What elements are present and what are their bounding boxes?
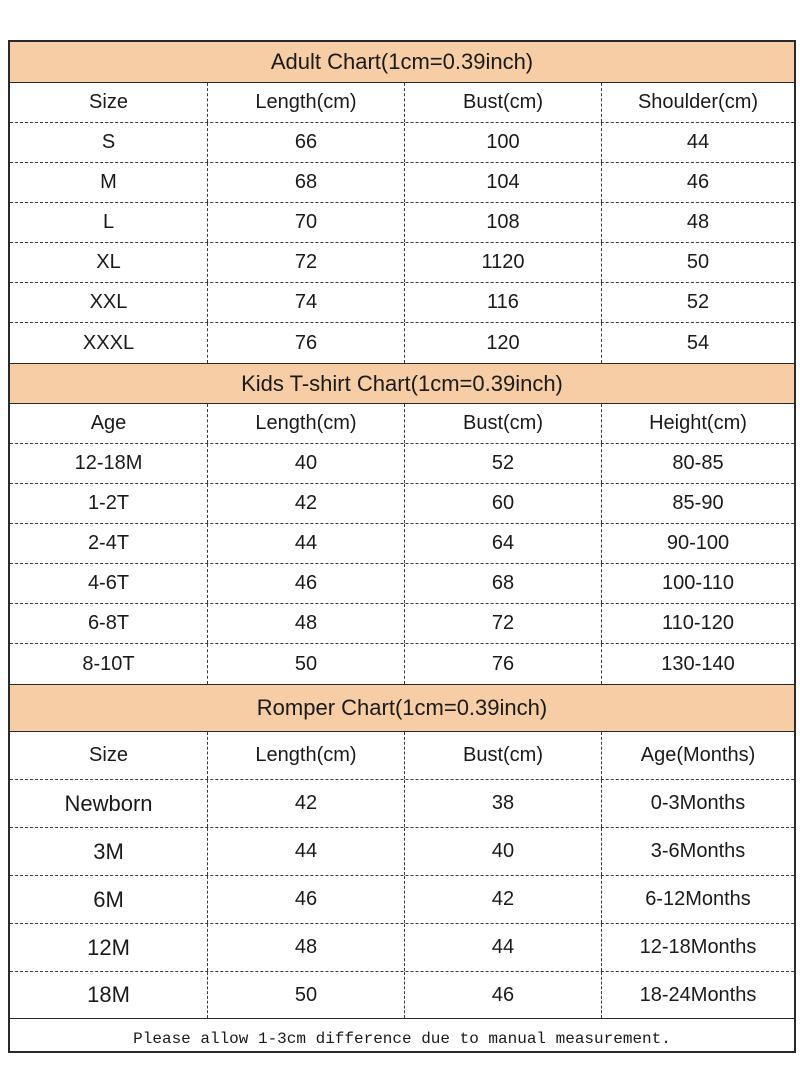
table-cell: 44	[208, 524, 405, 563]
table-row	[10, 123, 794, 163]
table-cell: 68	[405, 564, 602, 603]
table-cell: 100-110	[662, 572, 734, 594]
table-cell: 40	[405, 828, 602, 875]
table-cell: 72	[405, 604, 602, 643]
kids-header-bust: Bust(cm)	[405, 404, 602, 443]
table-cell: 42	[208, 484, 405, 523]
table-cell: 76	[208, 323, 405, 363]
table-cell: 50	[208, 644, 405, 684]
table-cell: 2-4T	[10, 524, 208, 563]
table-cell: 44	[208, 828, 405, 875]
table-cell: 48	[208, 604, 405, 643]
table-cell: 1120	[405, 243, 602, 282]
table-cell: 3M	[10, 828, 208, 875]
kids-chart-section	[10, 363, 794, 684]
table-row	[10, 972, 794, 1018]
adult-chart-section	[10, 42, 794, 363]
table-cell: 18-24Months	[639, 983, 757, 1006]
adult-chart-title: Adult Chart(1cm=0.39inch)	[10, 42, 794, 83]
table-cell: 108	[405, 203, 602, 242]
table-cell: 72	[208, 243, 405, 282]
table-row	[10, 828, 794, 876]
table-cell: M	[10, 163, 208, 202]
table-row	[10, 564, 794, 604]
table-row	[10, 163, 794, 203]
table-cell: 50	[686, 251, 710, 273]
table-cell: 0-3Months	[650, 792, 746, 814]
table-cell: 66	[208, 123, 405, 162]
table-row	[10, 484, 794, 524]
table-cell: 46	[686, 171, 710, 193]
table-row	[10, 203, 794, 243]
table-cell: 1-2T	[10, 484, 208, 523]
table-cell: 12-18M	[10, 444, 208, 483]
table-cell: 54	[686, 331, 710, 354]
table-cell: 90-100	[666, 532, 730, 554]
table-cell: 48	[686, 211, 710, 233]
table-cell: 46	[405, 972, 602, 1018]
table-cell: 12M	[10, 924, 208, 971]
adult-header-length: Length(cm)	[208, 83, 405, 122]
table-cell: 100	[405, 123, 602, 162]
adult-header-bust: Bust(cm)	[405, 83, 602, 122]
table-cell: 12-18Months	[639, 936, 757, 958]
table-cell: 4-6T	[10, 564, 208, 603]
table-cell: 8-10T	[10, 644, 208, 684]
size-chart-sheet	[8, 40, 796, 1053]
measurement-note: Please allow 1-3cm difference due to manual measurement.	[10, 1018, 794, 1053]
table-cell: 50	[208, 972, 405, 1018]
kids-header-row	[10, 404, 794, 444]
adult-header-size: Size	[10, 83, 208, 122]
table-cell: 6-8T	[10, 604, 208, 643]
table-row	[10, 323, 794, 363]
table-cell: 85-90	[672, 492, 724, 514]
table-cell: 80-85	[672, 452, 724, 474]
romper-header-bust: Bust(cm)	[405, 732, 602, 779]
romper-header-age-months: Age(Months)	[640, 744, 756, 766]
table-cell: 64	[405, 524, 602, 563]
table-cell: 38	[405, 780, 602, 827]
table-cell: S	[10, 123, 208, 162]
table-cell: 18M	[10, 972, 208, 1018]
table-cell: 46	[208, 564, 405, 603]
table-cell: 42	[208, 780, 405, 827]
table-cell: 74	[208, 283, 405, 322]
table-cell: 130-140	[661, 652, 735, 675]
adult-header-shoulder: Shoulder(cm)	[637, 91, 759, 113]
table-cell: 48	[208, 924, 405, 971]
table-cell: XXL	[10, 283, 208, 322]
table-cell: 40	[208, 444, 405, 483]
romper-header-length: Length(cm)	[208, 732, 405, 779]
table-cell: Newborn	[10, 780, 208, 827]
kids-chart-title: Kids T-shirt Chart(1cm=0.39inch)	[10, 363, 794, 404]
table-cell: 44	[686, 131, 710, 153]
table-row	[10, 876, 794, 924]
kids-header-age: Age	[10, 404, 208, 443]
table-cell: 68	[208, 163, 405, 202]
table-cell: 60	[405, 484, 602, 523]
table-row	[10, 644, 794, 684]
adult-header-row	[10, 83, 794, 123]
table-cell: 116	[405, 283, 602, 322]
table-cell: 46	[208, 876, 405, 923]
table-row	[10, 604, 794, 644]
table-cell: 110-120	[662, 612, 734, 634]
romper-header-row	[10, 732, 794, 780]
table-cell: 6-12Months	[645, 888, 751, 910]
kids-header-length: Length(cm)	[208, 404, 405, 443]
table-cell: 44	[405, 924, 602, 971]
table-row	[10, 924, 794, 972]
romper-chart-title: Romper Chart(1cm=0.39inch)	[10, 684, 794, 732]
table-cell: 76	[405, 644, 602, 684]
table-cell: L	[10, 203, 208, 242]
table-cell: 52	[686, 291, 710, 313]
table-row	[10, 243, 794, 283]
table-cell: 120	[405, 323, 602, 363]
table-cell: 52	[405, 444, 602, 483]
table-cell: XL	[10, 243, 208, 282]
table-cell: 3-6Months	[650, 840, 746, 862]
table-row	[10, 444, 794, 484]
table-cell: XXXL	[10, 323, 208, 363]
table-row	[10, 524, 794, 564]
romper-header-size: Size	[10, 732, 208, 779]
kids-header-height: Height(cm)	[649, 412, 747, 434]
table-row	[10, 283, 794, 323]
table-cell: 70	[208, 203, 405, 242]
table-row	[10, 780, 794, 828]
table-cell: 6M	[10, 876, 208, 923]
table-cell: 104	[405, 163, 602, 202]
romper-chart-section	[10, 684, 794, 1018]
table-cell: 42	[405, 876, 602, 923]
